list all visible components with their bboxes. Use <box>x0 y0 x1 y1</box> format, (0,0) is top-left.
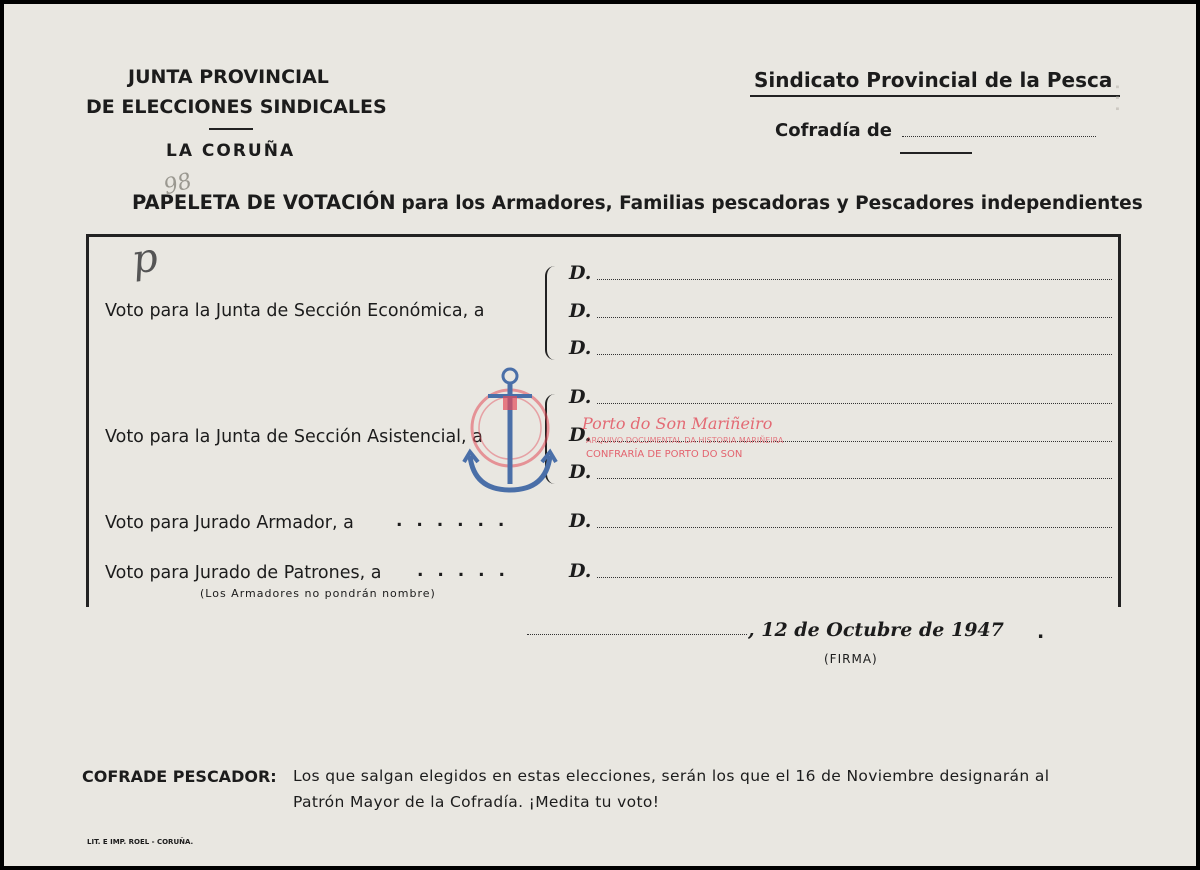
armador-prefix: D. <box>569 510 592 532</box>
box-left-border <box>86 234 89 607</box>
ballot-heading-rest: para los Armadores, Familias pescadoras y Pescadores independientes <box>401 193 1143 214</box>
patrones-prefix: D. <box>569 560 592 582</box>
label-jurado-armador: Voto para Jurado Armador, a <box>105 513 354 533</box>
header-junta-line2: DE ELECCIONES SINDICALES <box>86 96 387 118</box>
economica-name-field-2[interactable] <box>597 317 1112 318</box>
footer-line-1: Los que salgan elegidos en estas elecciones, serán los que el 16 de Noviembre designarán al <box>293 767 1050 785</box>
stamp-name: Porto do Son Mariñeiro <box>582 414 773 433</box>
economica-name-field-1[interactable] <box>597 279 1112 280</box>
economica-name-field-3[interactable] <box>597 354 1112 355</box>
label-jurado-patrones: Voto para Jurado de Patrones, a <box>105 563 382 583</box>
footer-line-2: Patrón Mayor de la Cofradía. ¡Medita tu voto! <box>293 793 660 811</box>
patrones-leader-dots: . . . . . <box>417 561 509 581</box>
label-seccion-economica: Voto para la Junta de Sección Económica, a <box>105 301 485 321</box>
box-top-border <box>86 234 1121 237</box>
place-field[interactable] <box>527 634 747 635</box>
anchor-icon <box>464 369 556 490</box>
ballot-heading-bold: PAPELETA DE VOTACIÓN <box>132 191 396 214</box>
armador-name-field[interactable] <box>597 527 1112 528</box>
asistencial-prefix-2: D. <box>569 424 592 446</box>
cofradia-field[interactable] <box>902 136 1096 137</box>
header-divider <box>209 128 253 130</box>
confraria-stamp-logo <box>460 366 560 500</box>
handwritten-number: 98 <box>161 168 195 201</box>
economica-prefix-3: D. <box>569 337 592 359</box>
cofradia-label: Cofradía de <box>775 120 892 141</box>
label-seccion-asistencial: Voto para la Junta de Sección Asistencial, a <box>105 427 483 447</box>
box-right-border <box>1118 234 1121 607</box>
ballot-paper <box>4 4 1196 866</box>
asistencial-name-field-1[interactable] <box>597 403 1112 404</box>
printer-credit: LIT. E IMP. ROEL - CORUÑA. <box>87 838 194 846</box>
ballot-heading <box>132 191 1143 214</box>
signature-date: , 12 de Octubre de 1947 <box>748 619 1004 641</box>
sindicato-underline <box>750 95 1120 97</box>
handwritten-mark: p <box>128 234 161 284</box>
armador-leader-dots: . . . . . . <box>396 511 509 531</box>
economica-prefix-1: D. <box>569 262 592 284</box>
asistencial-name-field-3[interactable] <box>597 478 1112 479</box>
header-city: LA CORUÑA <box>166 141 296 161</box>
asistencial-prefix-3: D. <box>569 461 592 483</box>
brace-economica <box>545 266 559 360</box>
sindicato-title: Sindicato Provincial de la Pesca <box>754 68 1113 92</box>
firma-label: (FIRMA) <box>824 652 878 666</box>
patrones-name-field[interactable] <box>597 577 1112 578</box>
bleed-through-text: · · · <box>1108 84 1126 112</box>
asistencial-prefix-1: D. <box>569 386 592 408</box>
signature-date-period: . <box>1037 621 1045 643</box>
stamp-subtitle-1: ARQUIVO DOCUMENTAL DA HISTORIA MARIÑEIRA <box>586 436 784 445</box>
economica-prefix-2: D. <box>569 300 592 322</box>
footer-label: COFRADE PESCADOR: <box>82 767 277 786</box>
cofradia-second-line <box>900 152 972 154</box>
stamp-subtitle-2: CONFRARÍA DE PORTO DO SON <box>586 449 743 460</box>
patrones-note: (Los Armadores no pondrán nombre) <box>200 587 436 600</box>
header-junta-line1: JUNTA PROVINCIAL <box>128 66 329 88</box>
